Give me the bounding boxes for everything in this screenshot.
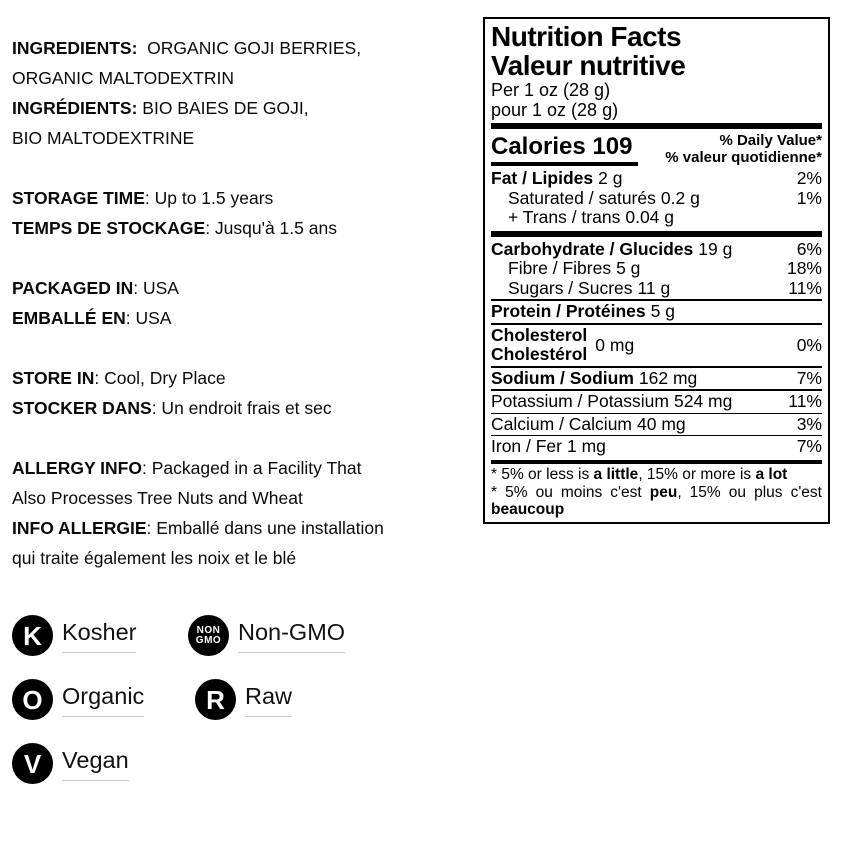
footnote-fr: * 5% ou moins c'est peu, 15% ou plus c'est beaucoup xyxy=(491,483,822,518)
calories-value: Calories 109 xyxy=(491,134,638,166)
packaged-in-paragraph xyxy=(12,273,480,333)
storage-time-paragraph xyxy=(12,183,480,243)
ingredients-paragraph xyxy=(12,33,480,153)
badge-kosher-label: Kosher xyxy=(62,619,136,653)
thick-rule xyxy=(491,231,822,237)
nutrition-facts-panel xyxy=(483,17,830,524)
vegan-icon: V xyxy=(12,743,53,784)
calories-row xyxy=(491,132,822,166)
nutrient-row-calcium: Calcium / Calcium 40 mg 3% xyxy=(491,413,822,434)
ingredients-label-fr: INGRÉDIENTS: xyxy=(12,98,138,118)
allergy-line-en-1: ALLERGY INFO: Packaged in a Facility That xyxy=(12,458,362,478)
badge-vegan-label: Vegan xyxy=(62,747,129,781)
storage-time-line-fr: TEMPS DE STOCKAGE: Jusqu'à 1.5 ans xyxy=(12,218,337,238)
badge-organic xyxy=(12,679,144,720)
packaged-in-line-fr: EMBALLÉ EN: USA xyxy=(12,308,172,328)
nutrition-title-fr: Valeur nutritive xyxy=(491,50,686,81)
kosher-icon: K xyxy=(12,615,53,656)
nutrient-row-trans: + Trans / trans 0.04 g xyxy=(508,207,674,227)
nutrient-row-protein: Protein / Protéines 5 g xyxy=(491,301,675,321)
nutrition-title-en: Nutrition Facts xyxy=(491,21,682,52)
storage-time-line-en: STORAGE TIME: Up to 1.5 years xyxy=(12,188,274,208)
ingredients-line-en-1: INGREDIENTS: ORGANIC GOJI BERRIES, xyxy=(12,38,362,58)
serving-size-en: Per 1 oz (28 g) xyxy=(491,80,611,100)
thick-rule xyxy=(491,460,822,464)
badge-organic-label: Organic xyxy=(62,683,144,717)
nutrient-row-sugars: Sugars / Sucres 11 g 11% xyxy=(508,277,822,298)
badge-non-gmo-label: Non-GMO xyxy=(238,619,345,653)
ingredients-label-en: INGREDIENTS: xyxy=(12,38,138,58)
badge-kosher xyxy=(12,615,136,656)
ingredients-line-fr-2: BIO MALTODEXTRINE xyxy=(12,128,195,148)
allergy-line-fr-2: qui traite également les noix et le blé xyxy=(12,548,297,568)
nutrient-row-cholesterol: Cholesterol Cholestérol 0 mg 0% xyxy=(491,324,822,364)
badge-non-gmo xyxy=(188,615,345,656)
non-gmo-icon: NON GMO xyxy=(188,615,229,656)
organic-icon: O xyxy=(12,679,53,720)
nutrient-row-iron: Iron / Fer 1 mg 7% xyxy=(491,436,822,456)
allergy-line-en-2: Also Processes Tree Nuts and Wheat xyxy=(12,488,303,508)
badge-raw-label: Raw xyxy=(245,683,292,717)
store-in-line-en: STORE IN: Cool, Dry Place xyxy=(12,368,226,388)
thick-rule xyxy=(491,123,822,129)
ingredients-line-en-2: ORGANIC MALTODEXTRIN xyxy=(12,68,235,88)
nutrient-row-potassium: Potassium / Potassium 524 mg 11% xyxy=(491,391,822,411)
product-info-text xyxy=(12,33,480,573)
badge-raw xyxy=(195,679,292,720)
allergy-info-paragraph xyxy=(12,453,480,573)
store-in-paragraph xyxy=(12,363,480,423)
footnote-en: * 5% or less is a little, 15% or more is a lot xyxy=(491,465,788,483)
nutrient-row-saturated: Saturated / saturés 0.2 g 1% xyxy=(508,187,822,208)
nutrient-row-fibre: Fibre / Fibres 5 g 18% xyxy=(508,258,822,278)
allergy-line-fr-1: INFO ALLERGIE: Emballé dans une installation xyxy=(12,518,384,538)
nutrient-row-sodium: Sodium / Sodium 162 mg 7% xyxy=(491,367,822,388)
badge-vegan xyxy=(12,743,129,784)
nutrient-row-fat: Fat / Lipides 2 g 2% xyxy=(491,168,822,188)
ingredients-line-fr-1: INGRÉDIENTS: BIO BAIES DE GOJI, xyxy=(12,98,309,118)
daily-value-header: % Daily Value* % valeur quotidienne* xyxy=(665,132,822,166)
packaged-in-line-en: PACKAGED IN: USA xyxy=(12,278,179,298)
store-in-line-fr: STOCKER DANS: Un endroit frais et sec xyxy=(12,398,332,418)
nutrient-row-carbohydrate: Carbohydrate / Glucides 19 g 6% xyxy=(491,238,822,259)
serving-size-fr: pour 1 oz (28 g) xyxy=(491,100,619,120)
raw-icon: R xyxy=(195,679,236,720)
